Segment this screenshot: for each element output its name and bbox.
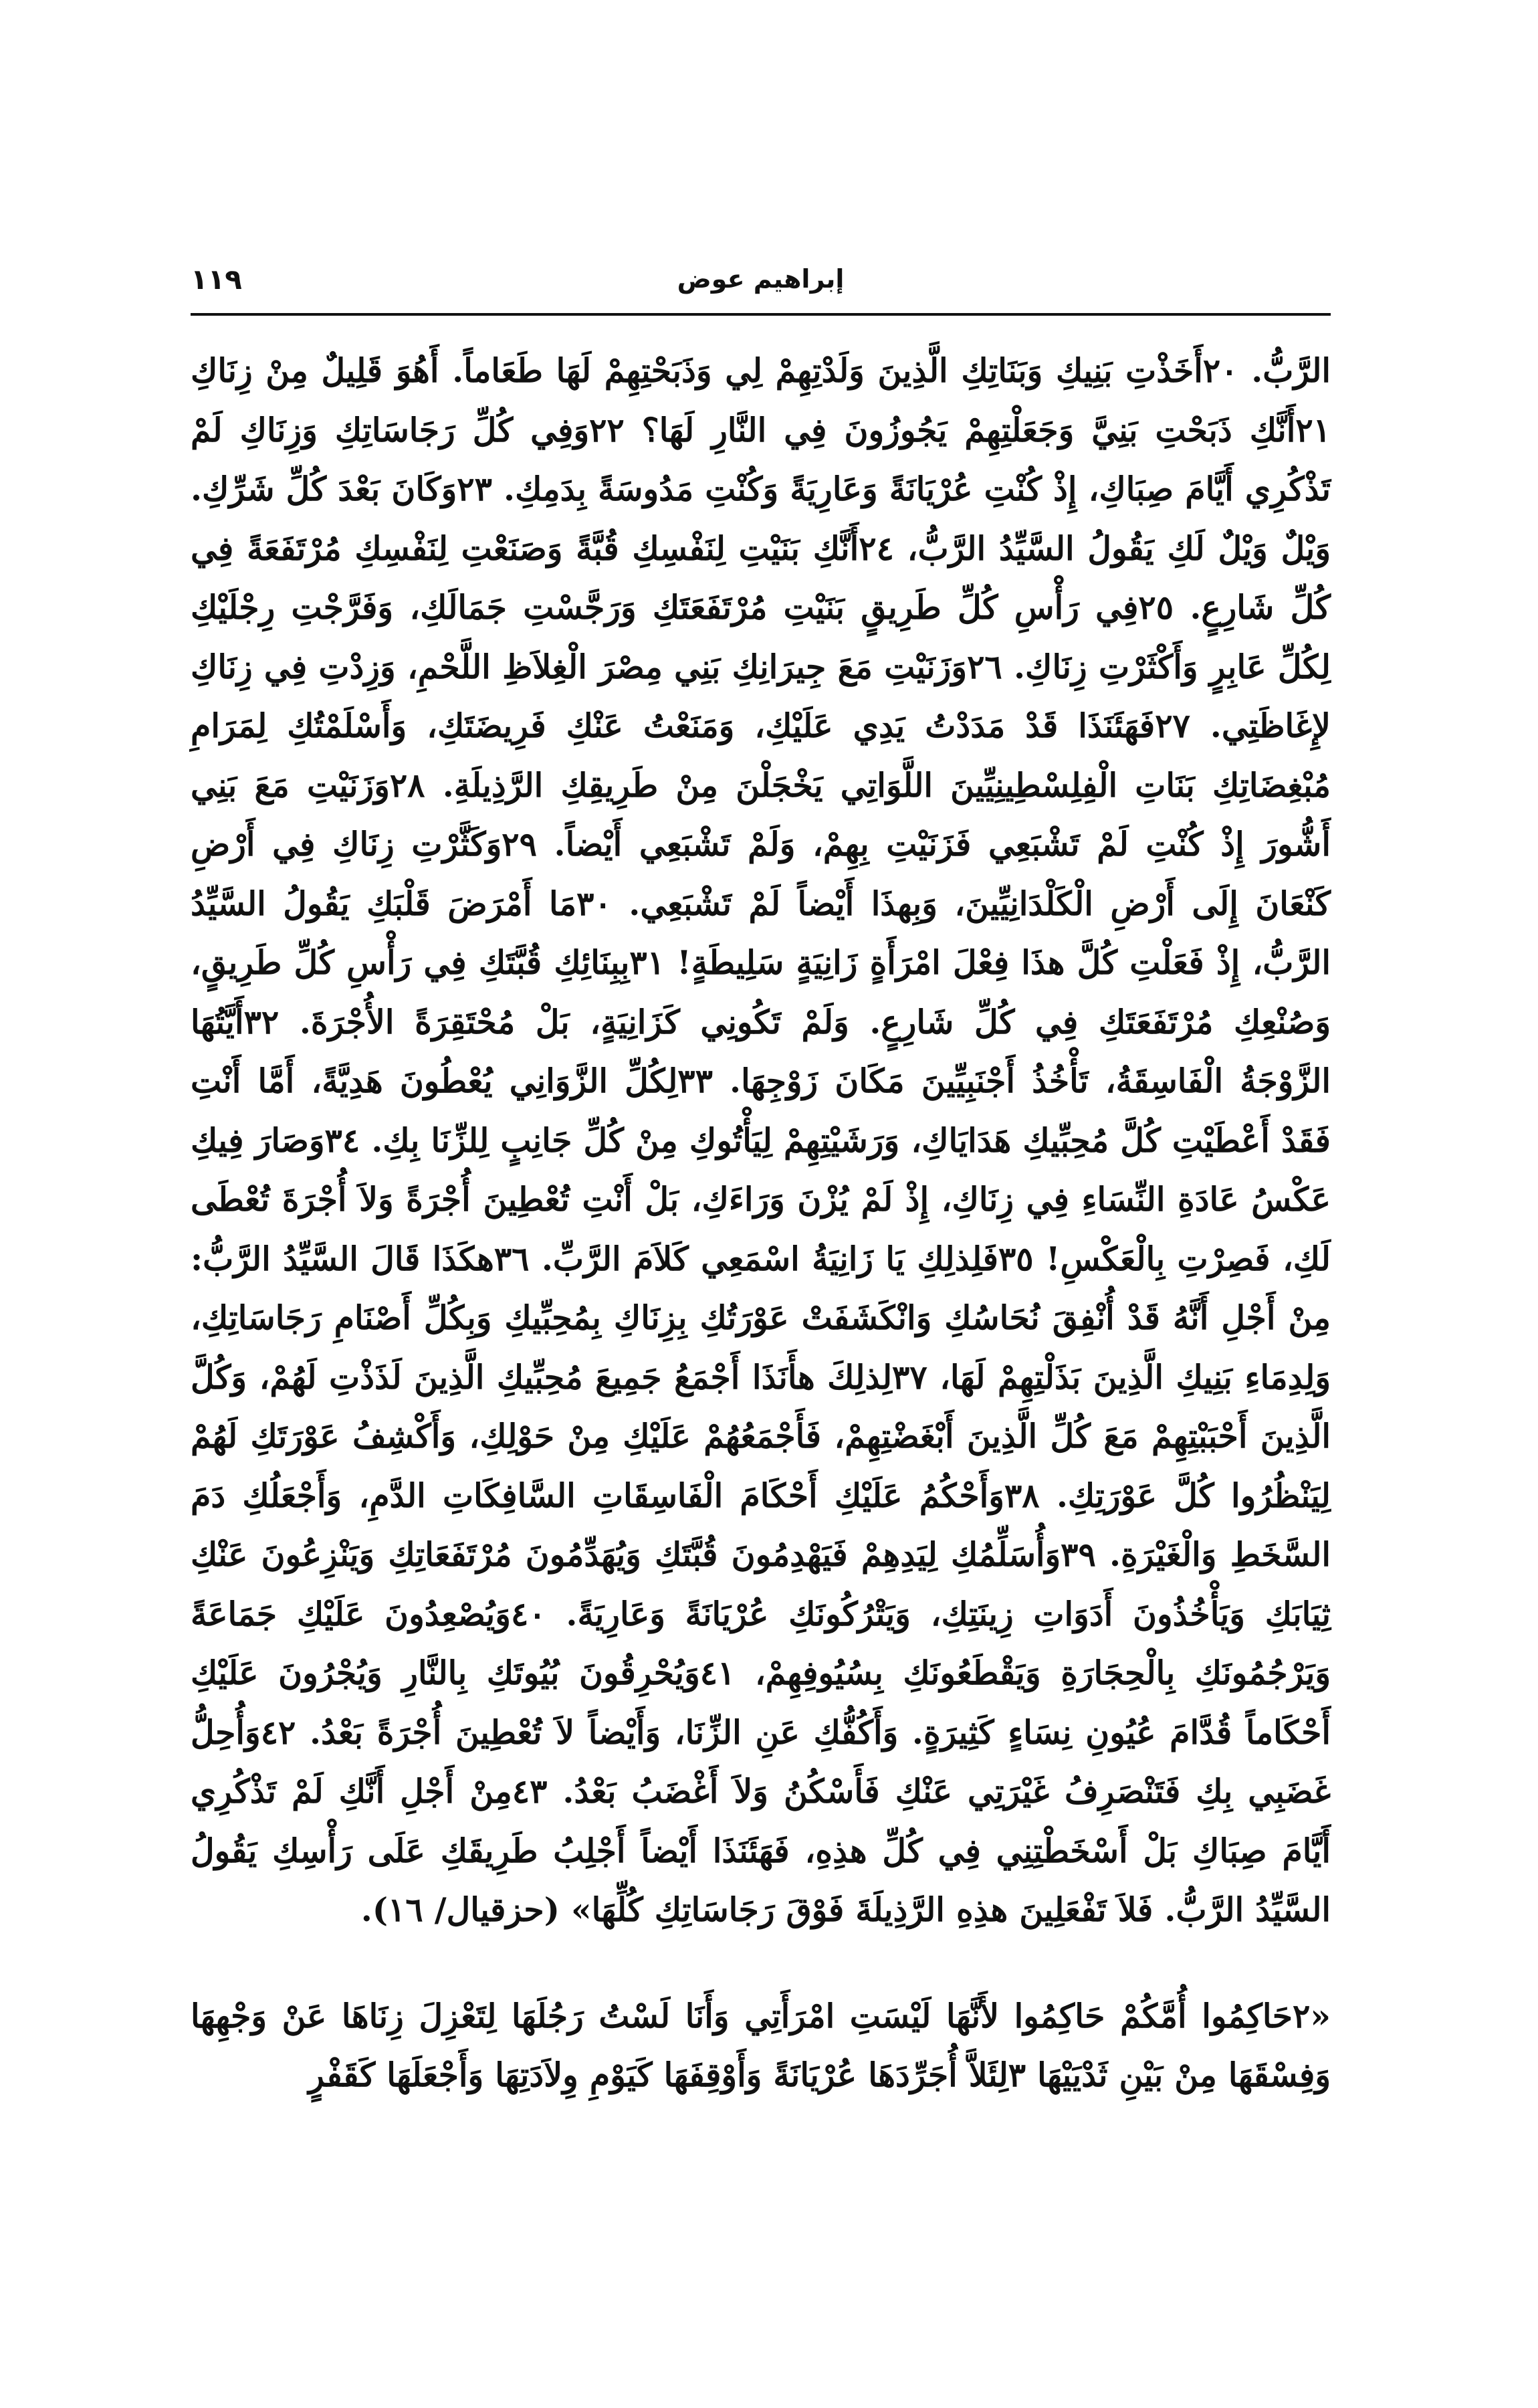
header-divider [191,313,1331,316]
paragraph-ezekiel-16: الرَّبُّ. ٢٠أَخَذْتِ بَنِيكِ وَبَنَاتِكِ الَّذِينَ وَلَدْتِهِمْ لِي وَذَبَحْتِهِمْ لَهَا طَعَاماً. أَهُوَ قَلِيلٌ مِنْ زِنَاكِ ٢١أَنَّكِ ذَبَحْتِ بَنِيَّ وَجَعَلْتِهِمْ يَجُوزُونَ فِي النَّارِ لَهَا؟ ٢٢وَفِي كُلِّ رَجَاسَاتِكِ وَزِنَاكِ لَمْ تَذْكُرِي أَيَّامَ صِبَاكِ، إِذْ كُنْتِ عُرْيَانَةً وَعَارِيَةً وَكُنْتِ مَدُوسَةً بِدَمِكِ. ٢٣وَكَانَ بَعْدَ كُلِّ شَرِّكِ. وَيْلٌ وَيْلٌ لَكِ يَقُولُ السَّيِّدُ الرَّبُّ، ٢٤أَنَّكِ بَنَيْتِ لِنَفْسِكِ قُبَّةً وَصَنَعْتِ لِنَفْسِكِ مُرْتَفَعَةً فِي كُلِّ شَارِعٍ. ٢٥فِي رَأْسِ كُلِّ طَرِيقٍ بَنَيْتِ مُرْتَفَعَتَكِ وَرَجَّسْتِ جَمَالَكِ، وَفَرَّجْتِ رِجْلَيْكِ لِكُلِّ عَابِرٍ وَأَكْثَرْتِ زِنَاكِ. ٢٦وَزَنَيْتِ مَعَ جِيرَانِكِ بَنِي مِصْرَ الْغِلاَظِ اللَّحْمِ، وَزِدْتِ فِي زِنَاكِ لإِغَاظَتِي. ٢٧فَهَئَنَذَا قَدْ مَدَدْتُ يَدِي عَلَيْكِ، وَمَنَعْتُ عَنْكِ فَرِيضَتَكِ، وَأَسْلَمْتُكِ لِمَرَامِ مُبْغِضَاتِكِ بَنَاتِ الْفِلِسْطِينِيِّينَ اللَّوَاتِي يَخْجَلْنَ مِنْ طَرِيقِكِ الرَّذِيلَةِ. ٢٨وَزَنَيْتِ مَعَ بَنِي أَشُّورَ إِذْ كُنْتِ لَمْ تَشْبَعِي فَزَنَيْتِ بِهِمْ، وَلَمْ تَشْبَعِي أَيْضاً. ٢٩وَكَثَّرْتِ زِنَاكِ فِي أَرْضِ كَنْعَانَ إِلَى أَرْضِ الْكَلْدَانِيِّينَ، وَبِهذَا أَيْضاً لَمْ تَشْبَعِي. ٣٠مَا أَمْرَضَ قَلْبَكِ يَقُولُ السَّيِّدُ الرَّبُّ، إِذْ فَعَلْتِ كُلَّ هذَا فِعْلَ امْرَأَةٍ زَانِيَةٍ سَلِيطَةٍ! ٣١بِبِنَائِكِ قُبَّتَكِ فِي رَأْسِ كُلِّ طَرِيقٍ، وَصُنْعِكِ مُرْتَفَعَتَكِ فِي كُلِّ شَارِعٍ. وَلَمْ تَكُونِي كَزَانِيَةٍ، بَلْ مُحْتَقِرَةً الأُجْرَةَ. ٣٢أَيَّتُهَا الزَّوْجَةُ الْفَاسِقَةُ، تَأْخُذُ أَجْنَبِيِّينَ مَكَانَ زَوْجِهَا. ٣٣لِكُلِّ الزَّوَانِي يُعْطُونَ هَدِيَّةً، أَمَّا أَنْتِ فَقَدْ أَعْطَيْتِ كُلَّ مُحِبِّيكِ هَدَايَاكِ، وَرَشَيْتِهِمْ لِيَأْتُوكِ مِنْ كُلِّ جَانِبٍ لِلزِّنَا بِكِ. ٣٤وَصَارَ فِيكِ عَكْسُ عَادَةِ النِّسَاءِ فِي زِنَاكِ، إِذْ لَمْ يُزْنَ وَرَاءَكِ، بَلْ أَنْتِ تُعْطِينَ أُجْرَةً وَلاَ أُجْرَةَ تُعْطَى لَكِ، فَصِرْتِ بِالْعَكْسِ! ٣٥فَلِذلِكِ يَا زَانِيَةُ اسْمَعِي كَلاَمَ الرَّبِّ. ٣٦هكَذَا قَالَ السَّيِّدُ الرَّبُّ: مِنْ أَجْلِ أَنَّهُ قَدْ أُنْفِقَ نُحَاسُكِ وَانْكَشَفَتْ عَوْرَتُكِ بِزِنَاكِ بِمُحِبِّيكِ وَبِكُلِّ أَصْنَامِ رَجَاسَاتِكِ، وَلِدِمَاءِ بَنِيكِ الَّذِينَ بَذَلْتِهِمْ لَهَا، ٣٧لِذلِكَ هأَنَذَا أَجْمَعُ جَمِيعَ مُحِبِّيكِ الَّذِينَ لَذَذْتِ لَهُمْ، وَكُلَّ الَّذِينَ أَحْبَبْتِهِمْ مَعَ كُلِّ الَّذِينَ أَبْغَضْتِهِمْ، فَأَجْمَعُهُمْ عَلَيْكِ مِنْ حَوْلِكِ، وَأَكْشِفُ عَوْرَتَكِ لَهُمْ لِيَنْظُرُوا كُلَّ عَوْرَتِكِ. ٣٨وَأَحْكُمُ عَلَيْكِ أَحْكَامَ الْفَاسِقَاتِ السَّافِكَاتِ الدَّمِ، وَأَجْعَلُكِ دَمَ السَّخَطِ وَالْغَيْرَةِ. ٣٩وَأُسَلِّمُكِ لِيَدِهِمْ فَيَهْدِمُونَ قُبَّتَكِ وَيُهَدِّمُونَ مُرْتَفَعَاتِكِ وَيَنْزِعُونَ عَنْكِ ثِيَابَكِ وَيَأْخُذُونَ أَدَوَاتِ زِينَتِكِ، وَيَتْرُكُونَكِ عُرْيَانَةً وَعَارِيَةً. ٤٠وَيُصْعِدُونَ عَلَيْكِ جَمَاعَةً وَيَرْجُمُونَكِ بِالْحِجَارَةِ وَيَقْطَعُونَكِ بِسُيُوفِهِمْ، ٤١وَيُحْرِقُونَ بُيُوتَكِ بِالنَّارِ وَيُجْرُونَ عَلَيْكِ أَحْكَاماً قُدَّامَ عُيُونِ نِسَاءٍ كَثِيرَةٍ. وَأَكُفُّكِ عَنِ الزِّنَا، وَأَيْضاً لاَ تُعْطِينَ أُجْرَةً بَعْدُ. ٤٢وَأُحِلُّ غَضَبِي بِكِ فَتَنْصَرِفُ غَيْرَتِي عَنْكِ فَأَسْكُنُ وَلاَ أَغْضَبُ بَعْدُ. ٤٣مِنْ أَجْلِ أَنَّكِ لَمْ تَذْكُرِي أَيَّامَ صِبَاكِ بَلْ أَسْخَطْتِنِي فِي كُلِّ هذِهِ، فَهَئَنَذَا أَيْضاً أَجْلِبُ طَرِيقَكِ عَلَى رَأْسِكِ يَقُولُ السَّيِّدُ الرَّبُّ. فَلاَ تَفْعَلِينَ هذِهِ الرَّذِيلَةَ فَوْقَ رَجَاسَاتِكِ كُلِّهَا» (حزقيال/ ١٦). [191,351,1331,1929]
page-header [191,258,1331,311]
running-header-author: إبراهيم عوض [677,264,845,294]
page-number: ١١٩ [191,263,242,296]
paragraph-gap [191,1940,1331,1987]
body-text [191,341,1331,2105]
paragraph-hosea-2: «٢حَاكِمُوا أُمَّكُمْ حَاكِمُوا لأَنَّهَا لَيْسَتِ امْرَأَتِي وَأَنَا لَسْتُ رَجُلَهَا لِتَعْزِلَ زِنَاهَا عَنْ وَجْهِهَا وَفِسْقَهَا مِنْ بَيْنِ ثَدْيَيْهَا ٣لِئَلاَّ أُجَرِّدَهَا عُرْيَانَةً وَأَوْقِفَهَا كَيَوْمِ وِلاَدَتِهَا وَأَجْعَلَهَا كَقَفْرٍ [191,1996,1331,2094]
